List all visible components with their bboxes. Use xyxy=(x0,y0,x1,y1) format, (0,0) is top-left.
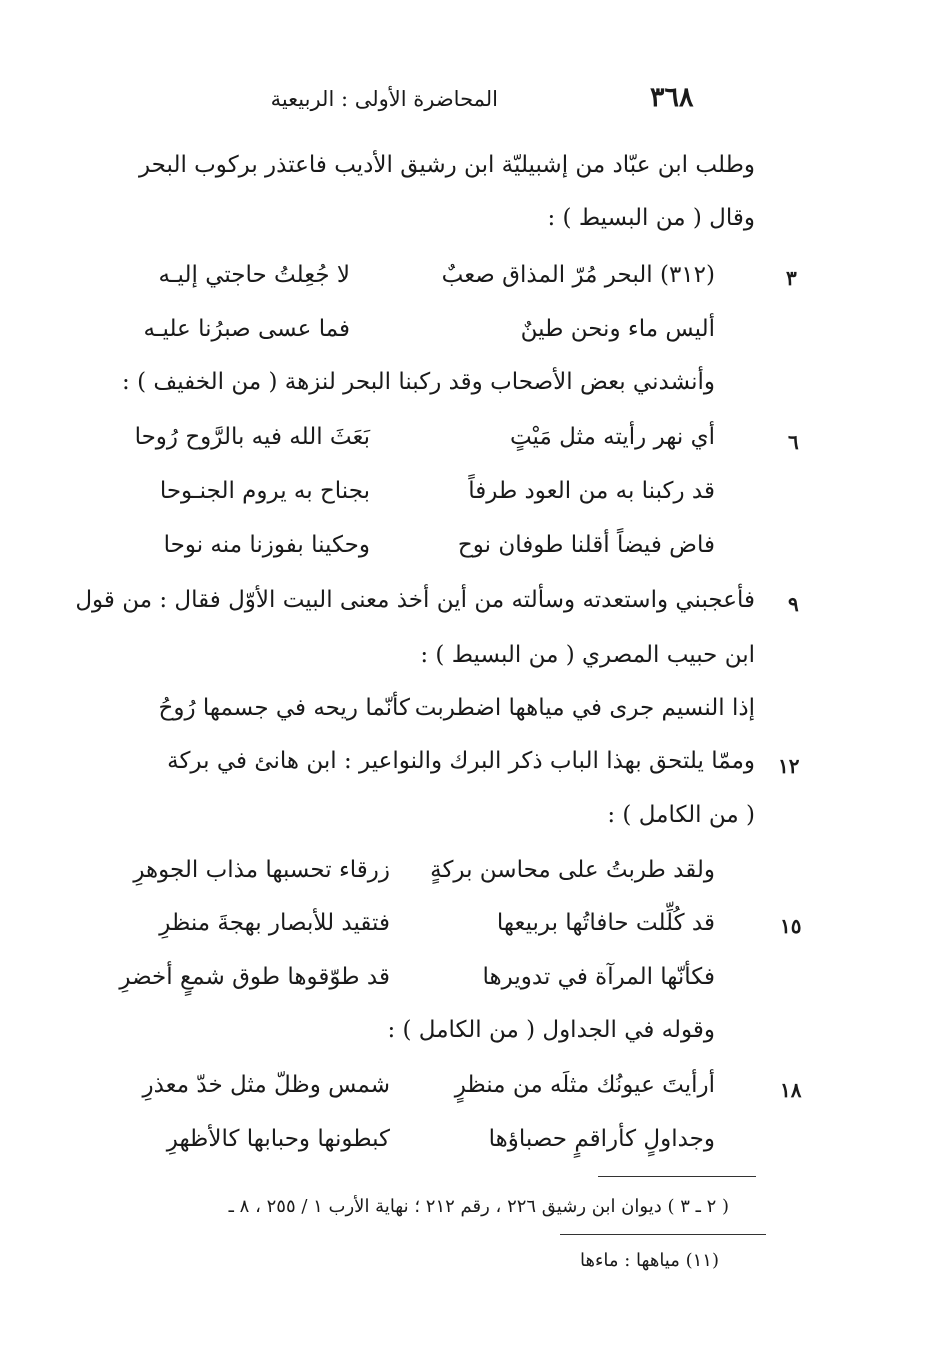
paragraph-line: وقوله في الجداول ( من الكامل ) : xyxy=(387,1017,715,1043)
paragraph-line: فأعجبني واستعدته وسألته من أين أخذ معنى البيت الأوّل فقال : من قول xyxy=(75,587,755,613)
footnote-divider xyxy=(598,1176,756,1177)
verse-hemistich-first: فكأنّها المرآة في تدويرها xyxy=(482,964,715,990)
verse-hemistich-first: (٣١٢) البحر مُرّ المذاق صعبٌ xyxy=(441,262,715,288)
line-number: ٣ xyxy=(786,266,797,290)
verse-hemistich-first: قد ركبنا به من العود طرفاً xyxy=(468,478,715,504)
verse-hemistich-first: أرأيتَ عيونُك مثلَه من منظرٍ xyxy=(454,1072,715,1098)
verse-hemistich-second: كأنّما ريحه في جسمها رُوحُ xyxy=(158,695,410,721)
verse-hemistich-first: وجداولٍ كأراقمٍ حصباؤها xyxy=(488,1126,715,1152)
verse-hemistich-second: قد طوّقوها طوق شمعٍ أخضرِ xyxy=(119,964,390,990)
verse-hemistich-first: أليس ماء ونحن طينٌ xyxy=(520,316,715,342)
footnote: ( ٢ ـ ٣ ) ديوان ابن رشيق ٢٢٦ ، رقم ٢١٢ ؛ نهاية الأرب ١ / ٢٥٥ ، ٨ ـ xyxy=(228,1196,729,1217)
paragraph-line: وقال ( من البسيط ) : xyxy=(547,205,755,231)
verse-hemistich-second: فتقيد للأبصار بهجةَ منظرِ xyxy=(159,910,390,936)
footnote: (١١) مياهها : ماءها xyxy=(579,1250,719,1271)
verse-hemistich-first: ولقد طربتُ على محاسن بركةٍ xyxy=(430,857,715,883)
line-number: ١٥ xyxy=(780,914,802,938)
paragraph-line: وأنشدني بعض الأصحاب وقد ركبنا البحر لنزهة ( من الخفيف ) : xyxy=(122,369,715,395)
page-number: ٣٦٨ xyxy=(650,82,694,113)
verse-hemistich-second: كبطونها وحبابها كالأظهرِ xyxy=(166,1126,390,1152)
verse-hemistich-second: فما عسى صبرُنا عليـه xyxy=(143,316,350,342)
verse-hemistich-second: وحكينا بفوزنا منه نوحا xyxy=(163,532,370,558)
verse-hemistich-first: قد كُلِّلت حافاتُها بربيعها xyxy=(496,910,715,936)
verse-hemistich-second: زرقاء تحسبها مذاب الجوهرِ xyxy=(133,857,390,883)
line-number: ٩ xyxy=(788,592,799,616)
footnote-divider xyxy=(560,1234,766,1235)
line-number: ١٨ xyxy=(780,1078,802,1102)
verse-hemistich-second: بَعَثَ الله فيه بالرَّوح رُوحا xyxy=(134,424,370,450)
verse-hemistich-first: فاض فيضاً أقلنا طوفان نوح xyxy=(457,532,715,558)
verse-hemistich-second: شمس وظلّ مثل خدّ معذرِ xyxy=(142,1072,390,1098)
paragraph-line: وممّا يلتحق بهذا الباب ذكر البرك والنواعير : ابن هانئ في بركة xyxy=(167,748,755,774)
verse-hemistich-second: بجناح به يروم الجنـوحا xyxy=(159,478,370,504)
paragraph-line: ابن حبيب المصري ( من البسيط ) : xyxy=(420,642,755,668)
paragraph-line: وطلب ابن عبّاد من إشبيليّة ابن رشيق الأديب فاعتذر بركوب البحر xyxy=(138,152,755,178)
line-number: ٦ xyxy=(788,430,799,454)
running-title: المحاضرة الأولى : الربيعية xyxy=(270,87,498,111)
verse-hemistich-first: إذا النسيم جرى في مياهها اضطربت xyxy=(414,695,755,721)
line-number: ١٢ xyxy=(778,754,800,778)
verse-hemistich-first: أي نهر رأيته مثل مَيْتٍ xyxy=(509,424,715,450)
verse-hemistich-second: لا جُعِلتُ حاجتي إليـه xyxy=(158,262,350,288)
paragraph-line: ( من الكامل ) : xyxy=(607,802,755,828)
